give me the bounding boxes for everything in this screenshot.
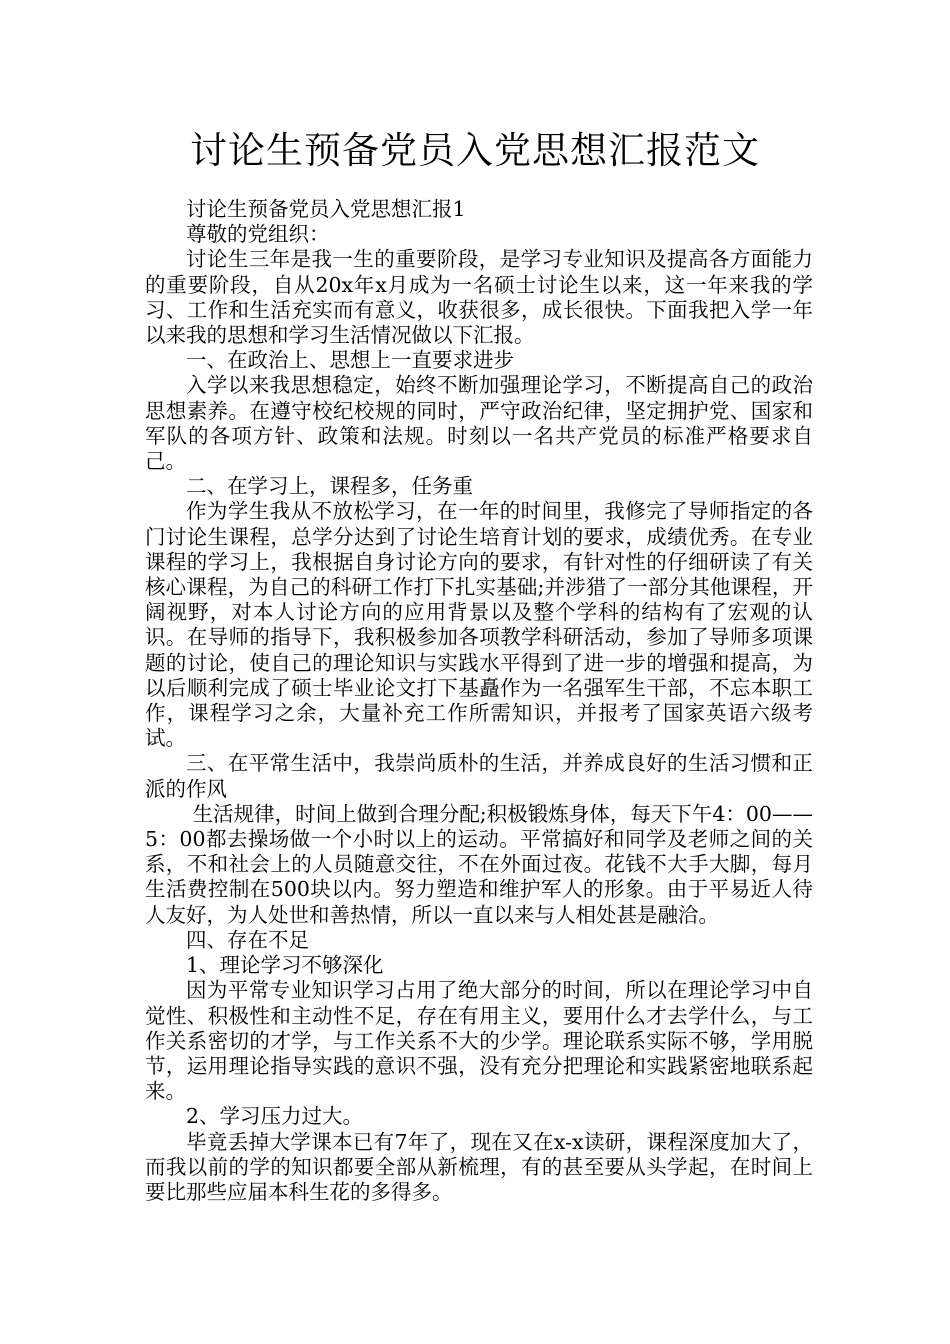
document-title: 讨论生预备党员入党思想汇报范文 xyxy=(190,129,760,172)
subtitle: 讨论生预备党员入党思想汇报1 xyxy=(186,197,466,221)
paragraph-intro: 讨论生三年是我一生的重要阶段，是学习专业知识及提高各方面能力的重要阶段，自从20x年x月成为一名硕士讨论生以来，这一年来我的学习、工作和生活充实而有意义，收获很多，成长很快。下面我把入学一年以来我的思想和学习生活情况做以下汇报。 xyxy=(145,247,813,348)
document-body xyxy=(145,197,813,1205)
section-heading-politics: 一、在政治上、思想上一直要求进步 xyxy=(186,348,514,373)
subheading-theory: 1、理论学习不够深化 xyxy=(186,953,384,978)
subheading-pressure: 2、学习压力过大。 xyxy=(186,1104,364,1129)
salutation: 尊敬的党组织： xyxy=(186,222,330,247)
paragraph-study: 作为学生我从不放松学习，在一年的时间里，我修完了导师指定的各门讨论生课程，总学分达到了讨论生培育计划的要求，成绩优秀。在专业课程的学习上，我根据自身讨论方向的要求，有针对性的仔细研读了有关核心课程，为自己的科研工作打下扎实基础;并涉猎了一部分其他课程，开阔视野，对本人讨论方向的应用背景以及整个学科的结构有了宏观的认识。在导师的指导下，我积极参加各项教学科研活动，参加了导师多项课题的讨论，使自己的理论知识与实践水平得到了进一步的增强和提高，为以后顺利完成了硕士毕业论文打下基矗作为一名强军生干部，不忘本职工作，课程学习之余，大量补充工作所需知识，并报考了国家英语六级考试。 xyxy=(145,499,813,751)
section-heading-life: 三、在平常生活中，我崇尚质朴的生活，并养成良好的生活习惯和正派的作风 xyxy=(145,751,813,801)
paragraph-politics: 入学以来我思想稳定，始终不断加强理论学习，不断提高自己的政治思想素养。在遵守校纪校规的同时，严守政治纪律，坚定拥护党、国家和军队的各项方针、政策和法规。时刻以一名共产党员的标准严格要求自己。 xyxy=(145,373,813,474)
section-heading-study: 二、在学习上，课程多，任务重 xyxy=(186,474,473,499)
paragraph-life: 生活规律，时间上做到合理分配;积极锻炼身体，每天下午4：00——5：00都去操场做一个小时以上的运动。平常搞好和同学及老师之间的关系，不和社会上的人员随意交往，不在外面过夜。花钱不大手大脚，每月生活费控制在500块以内。努力塑造和维护军人的形象。由于平易近人待人友好，为人处世和善热情，所以一直以来与人相处甚是融洽。 xyxy=(145,801,813,927)
paragraph-theory: 因为平常专业知识学习占用了绝大部分的时间，所以在理论学习中自觉性、积极性和主动性不足，存在有用主义，要用什么才去学什么，与工作关系密切的才学，与工作关系不大的少学。理论联系实际不够，学用脱节，运用理论指导实践的意识不强，没有充分把理论和实践紧密地联系起来。 xyxy=(145,978,813,1104)
section-heading-shortcomings: 四、存在不足 xyxy=(186,927,309,952)
paragraph-pressure: 毕竟丢掉大学课本已有7年了，现在又在x-x读研，课程深度加大了，而我以前的学的知识都要全部从新梳理，有的甚至要从头学起，在时间上要比那些应届本科生花的多得多。 xyxy=(145,1129,813,1204)
